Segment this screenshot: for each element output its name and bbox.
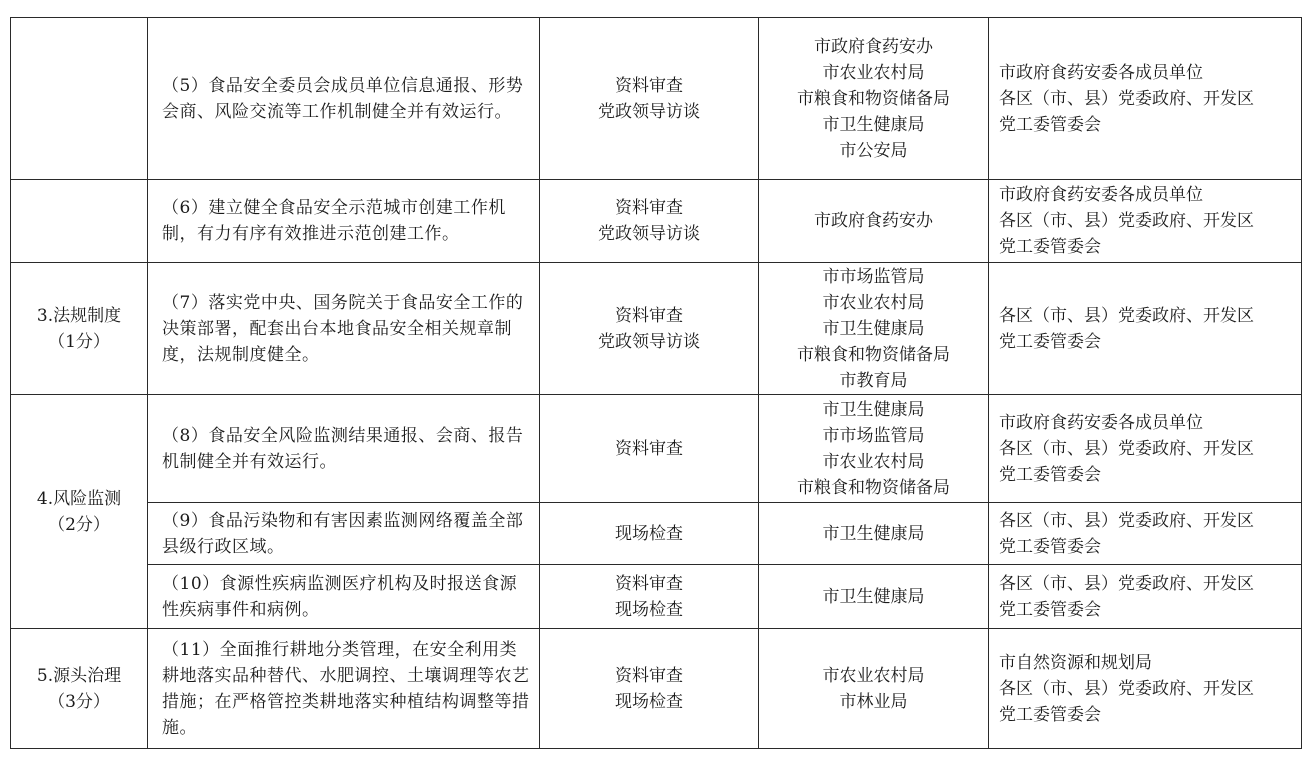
responsible-item: 党工委管委会 <box>999 237 1101 257</box>
method-cell <box>540 629 759 749</box>
method-cell <box>540 503 759 565</box>
category-name: 4.风险监测 <box>36 488 122 509</box>
responsible-item: 党工委管委会 <box>999 331 1101 352</box>
category-score: （2分） <box>48 514 110 535</box>
method-item: 现场检查 <box>615 691 683 712</box>
category-name: 3.法规制度 <box>36 305 122 326</box>
lead-unit-item: 市政府食药安办 <box>814 36 933 57</box>
lead-unit-item: 市政府食药安办 <box>814 211 933 231</box>
responsible-item: 各区（市、县）党委政府、开发区 <box>999 510 1254 531</box>
requirement-cell <box>148 629 540 749</box>
method-item: 资料审查 <box>615 198 683 218</box>
table-row <box>11 503 1302 565</box>
responsible-cell <box>989 263 1302 395</box>
lead-unit-cell <box>759 629 989 749</box>
lead-unit-item: 市卫生健康局 <box>822 114 925 135</box>
lead-unit-item: 市卫生健康局 <box>822 399 925 420</box>
requirement-cell <box>148 503 540 565</box>
table-row <box>11 395 1302 503</box>
table-row <box>11 263 1302 395</box>
lead-unit-item: 市粮食和物资储备局 <box>797 88 950 109</box>
lead-unit-item: 市农业农村局 <box>822 62 925 83</box>
requirement-cell <box>148 565 540 629</box>
table-row <box>11 565 1302 629</box>
lead-unit-item: 市粮食和物资储备局 <box>797 344 950 365</box>
method-cell <box>540 18 759 180</box>
requirement-cell <box>148 263 540 395</box>
responsible-item: 市政府食药安委各成员单位 <box>999 412 1203 433</box>
lead-unit-item: 市市场监管局 <box>822 425 925 446</box>
lead-unit-item: 市卫生健康局 <box>822 523 925 544</box>
method-item: 资料审查 <box>615 305 683 326</box>
requirement-text: （10）食源性疾病监测医疗机构及时报送食源性疾病事件和病例。 <box>162 573 518 620</box>
lead-unit-item: 市农业农村局 <box>822 451 925 472</box>
category-name: 5.源头治理 <box>36 665 122 686</box>
category-cell-blank <box>11 180 148 263</box>
lead-unit-item: 市教育局 <box>839 370 908 391</box>
method-item: 党政领导访谈 <box>598 224 700 244</box>
table-row <box>11 629 1302 749</box>
responsible-item: 市政府食药安委各成员单位 <box>999 62 1203 83</box>
requirement-text: （9）食品污染物和有害因素监测网络覆盖全部县级行政区域。 <box>162 510 524 557</box>
lead-unit-cell <box>759 395 989 503</box>
lead-unit-item: 市卫生健康局 <box>822 586 925 607</box>
assessment-table <box>10 17 1302 749</box>
lead-unit-item: 市公安局 <box>839 140 908 161</box>
lead-unit-item: 市农业农村局 <box>822 665 925 686</box>
responsible-item: 各区（市、县）党委政府、开发区 <box>999 438 1254 459</box>
responsible-item: 党工委管委会 <box>999 536 1101 557</box>
category-cell <box>11 263 148 395</box>
method-item: 资料审查 <box>615 573 683 594</box>
lead-unit-cell <box>759 263 989 395</box>
responsible-cell <box>989 629 1302 749</box>
responsible-cell <box>989 565 1302 629</box>
requirement-text: （6）建立健全食品安全示范城市创建工作机制，有力有序有效推进示范创建工作。 <box>162 198 506 244</box>
requirement-text: （7）落实党中央、国务院关于食品安全工作的决策部署，配套出台本地食品安全相关规章制度，法规制度健全。 <box>162 292 524 365</box>
method-item: 党政领导访谈 <box>598 331 700 352</box>
table-row <box>11 18 1302 180</box>
lead-unit-item: 市市场监管局 <box>822 266 925 287</box>
lead-unit-cell <box>759 503 989 565</box>
category-score: （1分） <box>48 331 110 352</box>
responsible-item: 各区（市、县）党委政府、开发区 <box>999 678 1254 699</box>
method-cell <box>540 565 759 629</box>
responsible-item: 党工委管委会 <box>999 704 1101 725</box>
responsible-item: 各区（市、县）党委政府、开发区 <box>999 573 1254 594</box>
requirement-text: （8）食品安全风险监测结果通报、会商、报告机制健全并有效运行。 <box>162 425 524 472</box>
requirement-text: （11）全面推行耕地分类管理，在安全利用类耕地落实品种替代、水肥调控、土壤调理等农艺措施；在严格管控类耕地落实种植结构调整等措施。 <box>162 639 530 738</box>
lead-unit-item: 市农业农村局 <box>822 292 925 313</box>
lead-unit-cell <box>759 565 989 629</box>
method-item: 现场检查 <box>615 599 683 620</box>
lead-unit-item: 市林业局 <box>839 691 908 712</box>
method-item: 资料审查 <box>615 438 683 459</box>
method-item: 资料审查 <box>615 665 683 686</box>
category-cell <box>11 395 148 629</box>
requirement-cell <box>148 180 540 263</box>
responsible-cell <box>989 503 1302 565</box>
method-cell <box>540 180 759 263</box>
lead-unit-item: 市卫生健康局 <box>822 318 925 339</box>
requirement-text: （5）食品安全委员会成员单位信息通报、形势会商、风险交流等工作机制健全并有效运行。 <box>162 75 524 122</box>
lead-unit-cell <box>759 18 989 180</box>
lead-unit-cell <box>759 180 989 263</box>
responsible-cell <box>989 18 1302 180</box>
requirement-cell <box>148 18 540 180</box>
responsible-item: 党工委管委会 <box>999 464 1101 485</box>
category-score: （3分） <box>48 691 110 712</box>
responsible-item: 党工委管委会 <box>999 599 1101 620</box>
responsible-item: 市自然资源和规划局 <box>999 652 1152 673</box>
method-item: 资料审查 <box>615 75 683 96</box>
requirement-cell <box>148 395 540 503</box>
table-row <box>11 180 1302 263</box>
method-item: 现场检查 <box>615 523 683 544</box>
responsible-item: 市政府食药安委各成员单位 <box>999 185 1203 205</box>
responsible-cell <box>989 395 1302 503</box>
responsible-item: 各区（市、县）党委政府、开发区 <box>999 88 1254 109</box>
responsible-item: 各区（市、县）党委政府、开发区 <box>999 211 1254 231</box>
category-cell-blank <box>11 18 148 180</box>
responsible-cell <box>989 180 1302 263</box>
responsible-item: 党工委管委会 <box>999 114 1101 135</box>
responsible-item: 各区（市、县）党委政府、开发区 <box>999 305 1254 326</box>
lead-unit-item: 市粮食和物资储备局 <box>797 477 950 498</box>
method-cell <box>540 395 759 503</box>
method-item: 党政领导访谈 <box>598 101 700 122</box>
method-cell <box>540 263 759 395</box>
category-cell <box>11 629 148 749</box>
